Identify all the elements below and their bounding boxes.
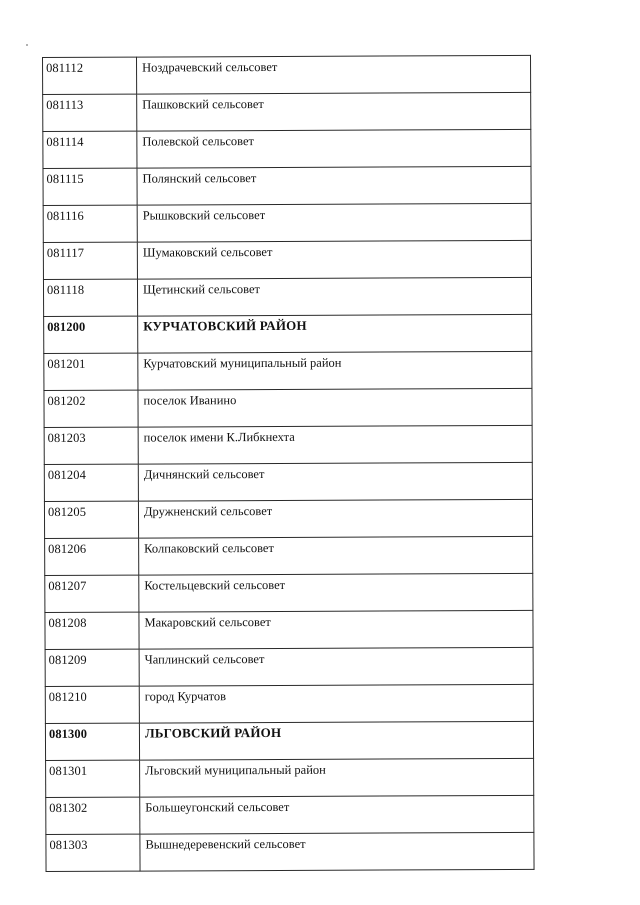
name-cell: поселок Иванино	[138, 388, 532, 427]
name-cell: Шумаковский сельсовет	[137, 240, 531, 279]
code-cell: 081208	[45, 612, 139, 649]
table-row	[45, 684, 533, 723]
name-cell: Полевской сельсовет	[137, 129, 531, 168]
name-cell: Полянский сельсовет	[137, 166, 531, 205]
table-row	[44, 425, 532, 464]
code-cell: 081303	[46, 834, 140, 871]
table-row	[44, 462, 532, 501]
table-row	[43, 92, 531, 131]
table-row	[44, 388, 532, 427]
code-cell: 081113	[43, 94, 137, 131]
table-row	[46, 795, 534, 834]
table-row	[45, 647, 533, 686]
name-cell: Пашковский сельсовет	[137, 92, 531, 131]
name-cell: город Курчатов	[139, 684, 533, 723]
code-cell: 081117	[43, 242, 137, 279]
code-cell: 081115	[43, 168, 137, 205]
table-row	[44, 499, 532, 538]
name-cell: Макаровский сельсовет	[139, 610, 533, 649]
code-cell: 081209	[45, 649, 139, 686]
table-row	[43, 203, 531, 242]
name-cell: поселок имени К.Либкнехта	[138, 425, 532, 464]
name-cell: Большеугонский сельсовет	[140, 795, 534, 834]
table-row	[43, 240, 531, 279]
table-row	[43, 277, 531, 316]
name-cell: КУРЧАТОВСКИЙ РАЙОН	[138, 314, 532, 353]
table-row-heading	[44, 314, 532, 353]
table-row-heading	[45, 721, 533, 760]
table-row	[45, 573, 533, 612]
name-cell: Щетинский сельсовет	[137, 277, 531, 316]
table-row	[44, 351, 532, 390]
name-cell: Дичнянский сельсовет	[138, 462, 532, 501]
code-cell: 081201	[44, 353, 138, 390]
table-row	[45, 610, 533, 649]
name-cell: Рышковский сельсовет	[137, 203, 531, 242]
table-row	[43, 129, 531, 168]
name-cell: Чаплинский сельсовет	[139, 647, 533, 686]
name-cell: Колпаковский сельсовет	[139, 536, 533, 575]
code-cell: 081300	[45, 723, 139, 760]
code-cell: 081112	[43, 57, 137, 94]
code-cell: 081205	[44, 501, 138, 538]
name-cell: Дружненский сельсовет	[138, 499, 532, 538]
name-cell: ЛЬГОВСКИЙ РАЙОН	[139, 721, 533, 760]
code-cell: 081206	[45, 538, 139, 575]
code-cell: 081118	[43, 279, 137, 316]
code-cell: 081210	[45, 686, 139, 723]
code-cell: 081301	[46, 760, 140, 797]
table-row	[45, 536, 533, 575]
table-body	[43, 55, 535, 871]
code-cell: 081200	[44, 316, 138, 353]
code-cell: 081204	[44, 464, 138, 501]
name-cell: Льговский муниципальный район	[140, 758, 534, 797]
table-row	[43, 55, 531, 94]
table-row	[43, 166, 531, 205]
code-cell: 081302	[46, 797, 140, 834]
name-cell: Курчатовский муниципальный район	[138, 351, 532, 390]
code-cell: 081202	[44, 390, 138, 427]
code-cell: 081207	[45, 575, 139, 612]
name-cell: Ноздрачевский сельсовет	[137, 55, 531, 94]
scan-speck	[26, 44, 28, 46]
code-cell: 081116	[43, 205, 137, 242]
code-cell: 081203	[44, 427, 138, 464]
table-row	[46, 758, 534, 797]
name-cell: Костельцевский сельсовет	[139, 573, 533, 612]
table-row	[46, 832, 534, 871]
code-cell: 081114	[43, 131, 137, 168]
name-cell: Вышнедеревенский сельсовет	[140, 832, 534, 871]
municipality-code-table	[42, 55, 535, 872]
